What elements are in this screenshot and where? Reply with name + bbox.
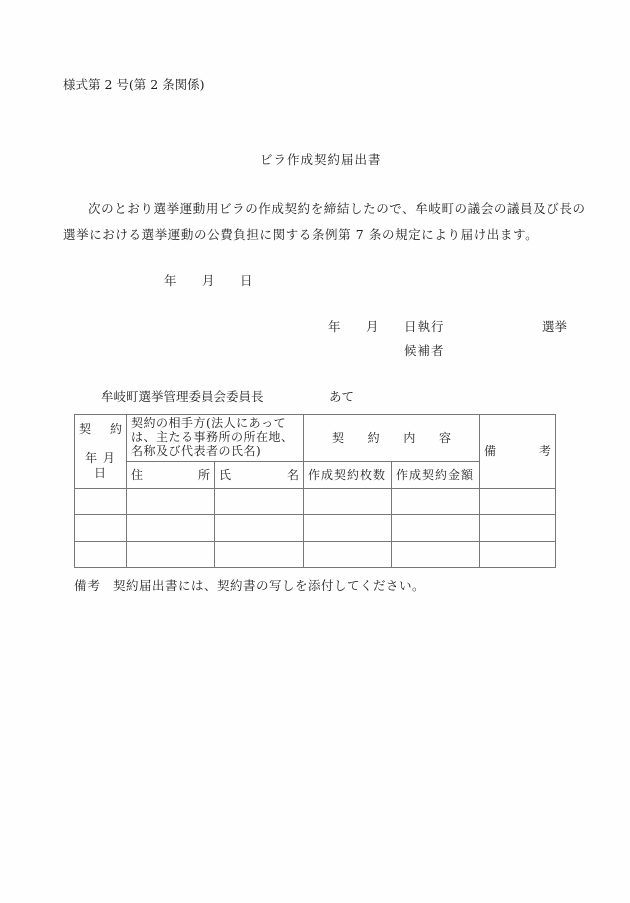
cell-count[interactable] xyxy=(304,542,392,568)
cell-count[interactable] xyxy=(304,489,392,515)
contract-table xyxy=(74,414,556,568)
election-year: 年 xyxy=(328,319,341,334)
cell-address[interactable] xyxy=(127,515,215,542)
address-char-1: 住 xyxy=(131,467,144,482)
cell-name[interactable] xyxy=(215,515,304,542)
header-row-1 xyxy=(75,415,556,462)
content-char-3: 内 xyxy=(403,430,416,445)
remarks-char-2: 考 xyxy=(538,444,551,458)
cell-count[interactable] xyxy=(304,515,392,542)
table-row xyxy=(75,515,556,542)
cell-contract-date[interactable] xyxy=(75,489,127,515)
cell-address[interactable] xyxy=(127,542,215,568)
header-contract-date xyxy=(75,415,127,489)
addressee-name: 牟岐町選挙管理委員会委員長 xyxy=(101,389,264,404)
counterparty-label: 契約の相手方(法人にあっては、主たる事務所の所在地、名称及び代表者の氏名) xyxy=(131,416,294,458)
header-count: 作成契約枚数 xyxy=(304,462,392,489)
name-char-1: 氏 xyxy=(219,467,232,482)
cell-amount[interactable] xyxy=(392,489,480,515)
content-char-2: 約 xyxy=(367,430,380,445)
content-char-4: 容 xyxy=(438,430,451,445)
cell-amount[interactable] xyxy=(392,542,480,568)
cell-contract-date[interactable] xyxy=(75,515,127,542)
election-day-execution: 日執行 xyxy=(404,319,445,334)
header-contract-content xyxy=(304,415,480,462)
note-text: 契約届出書には、契約書の写しを添付してください。 xyxy=(113,578,426,593)
cell-remarks[interactable] xyxy=(480,542,556,568)
note-label: 備考 xyxy=(74,578,102,593)
candidate-label: 候補者 xyxy=(404,343,445,358)
contract-date-ymd: 年 月 日 xyxy=(85,451,116,480)
table-row xyxy=(75,542,556,568)
election-month: 月 xyxy=(366,319,379,334)
date-year: 年 xyxy=(164,273,177,288)
header-remarks xyxy=(480,415,556,489)
name-char-2: 名 xyxy=(286,467,299,482)
cell-remarks[interactable] xyxy=(480,489,556,515)
header-name xyxy=(215,462,304,489)
cell-name[interactable] xyxy=(215,489,304,515)
election-label: 選挙 xyxy=(542,319,568,334)
addressee-suffix: あて xyxy=(329,389,355,404)
header-counterparty xyxy=(127,415,304,462)
date-day: 日 xyxy=(240,273,253,288)
form-number: 様式第 2 号(第 2 条関係) xyxy=(63,77,205,92)
body-line-2: 選挙における選挙運動の公費負担に関する条例第 7 条の規定により届け出ます。 xyxy=(63,227,539,242)
cell-address[interactable] xyxy=(127,489,215,515)
header-address xyxy=(127,462,215,489)
document-title: ビラ作成契約届出書 xyxy=(260,152,382,167)
remarks-char-1: 備 xyxy=(484,444,497,458)
date-month: 月 xyxy=(202,273,215,288)
content-char-1: 契 xyxy=(332,430,345,445)
address-char-2: 所 xyxy=(197,467,210,482)
contract-date-char-2: 約 xyxy=(109,422,122,436)
header-amount: 作成契約金額 xyxy=(392,462,480,489)
cell-name[interactable] xyxy=(215,542,304,568)
contract-date-char-1: 契 xyxy=(79,422,92,436)
body-line-1: 次のとおり選挙運動用ビラの作成契約を締結したので、牟岐町の議会の議員及び長の xyxy=(88,201,586,216)
table-row xyxy=(75,489,556,515)
cell-contract-date[interactable] xyxy=(75,542,127,568)
cell-remarks[interactable] xyxy=(480,515,556,542)
cell-amount[interactable] xyxy=(392,515,480,542)
